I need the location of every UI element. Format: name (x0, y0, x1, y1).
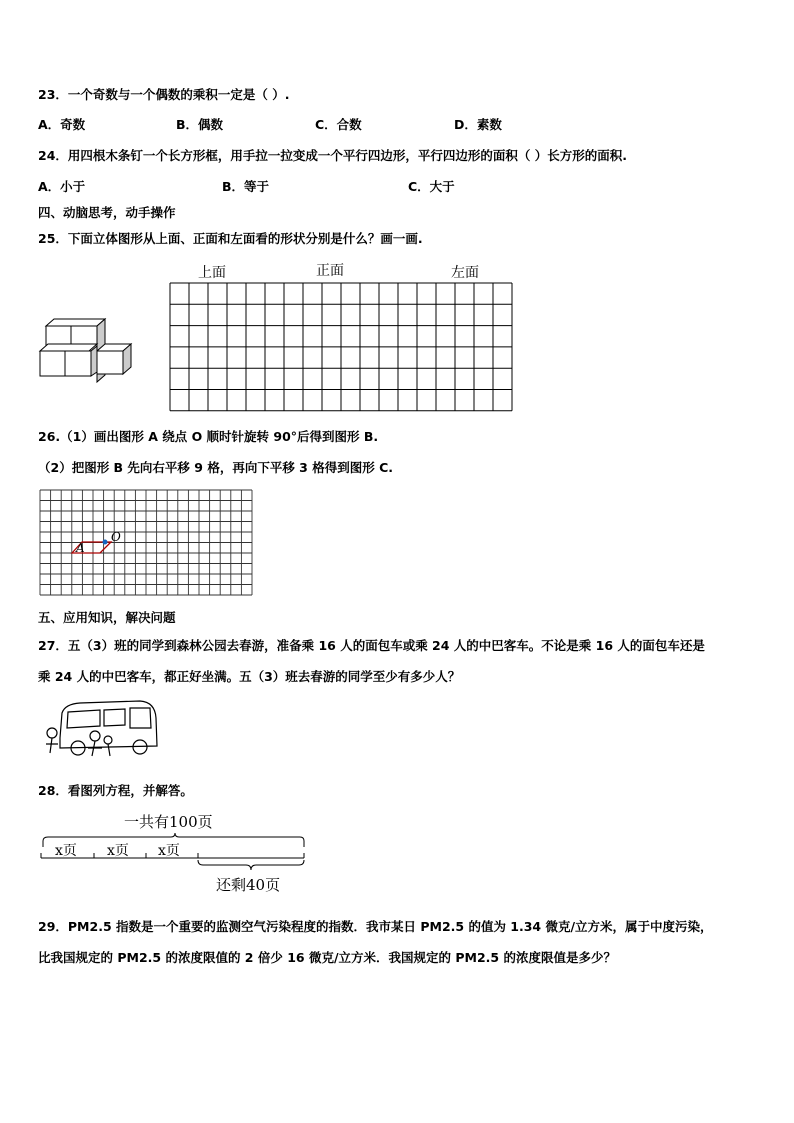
q27-line1: 27．五（3）班的同学到森林公园去春游，准备乘 16 人的面包车或乘 24 人的中巴客车。不论是乘 16 人的面包车还是 (38, 638, 705, 653)
q25-text: 25．下面立体图形从上面、正面和左面看的形状分别是什么？画一画. (38, 231, 423, 246)
q29-line2: 比我国规定的 PM2.5 的浓度限值的 2 倍少 16 微克/立方米．我国规定的 PM2.5 的浓度限值是多少？ (38, 950, 616, 965)
q24-option-b: B．等于 (222, 179, 270, 194)
q24-text: 24．用四根木条钉一个长方形框，用手拉一拉变成一个平行四边形，平行四边形的面积（ ）长方形的面积. (38, 148, 627, 163)
shape-a-label: A (76, 541, 85, 555)
segment-label-1: x页 (55, 843, 77, 859)
q29-line1: 29．PM2.5 指数是一个重要的监测空气污染程度的指数．我市某日 PM2.5 的值为 1.34 微克/立方米，属于中度污染， (38, 919, 713, 934)
point-o (103, 540, 108, 545)
q23-option-a: A．奇数 (38, 117, 86, 132)
cube-figure (38, 318, 138, 393)
q27-line2: 乘 24 人的中巴客车，都正好坐满。五（3）班去春游的同学至少有多少人？ (38, 669, 461, 684)
remaining-pages-label: 还剩40页 (216, 876, 281, 894)
label-top-view: 上面 (198, 265, 226, 281)
grid-lines (170, 283, 512, 411)
segment-label-3: x页 (158, 843, 180, 859)
q23-option-d: D．素数 (454, 117, 502, 132)
bus-illustration (40, 698, 162, 760)
segment-label-2: x页 (107, 843, 129, 859)
section-5-heading: 五、应用知识，解决问题 (38, 610, 176, 625)
rotation-grid[interactable] (39, 489, 255, 599)
point-o-label: O (111, 530, 121, 544)
q24-option-a: A．小于 (38, 179, 86, 194)
label-left-view: 左面 (451, 265, 479, 281)
q26-part1: 26.（1）画出图形 A 绕点 O 顺时针旋转 90°后得到图形 B. (38, 429, 379, 444)
total-pages-label: 一共有100页 (124, 813, 213, 831)
q24-option-c: C．大于 (408, 179, 455, 194)
q23-text: 23．一个奇数与一个偶数的乘积一定是（ ）. (38, 87, 290, 102)
q23-option-b: B．偶数 (176, 117, 224, 132)
line-segment-diagram (38, 808, 318, 900)
label-front-view: 正面 (316, 263, 344, 279)
drawing-grid-views[interactable] (169, 282, 513, 414)
section-4-heading: 四、动脑思考，动手操作 (38, 205, 176, 220)
q26-part2: （2）把图形 B 先向右平移 9 格，再向下平移 3 格得到图形 C. (38, 460, 394, 475)
grid-lines (40, 490, 252, 595)
q23-option-c: C．合数 (315, 117, 362, 132)
q28-text: 28．看图列方程，并解答。 (38, 783, 193, 798)
